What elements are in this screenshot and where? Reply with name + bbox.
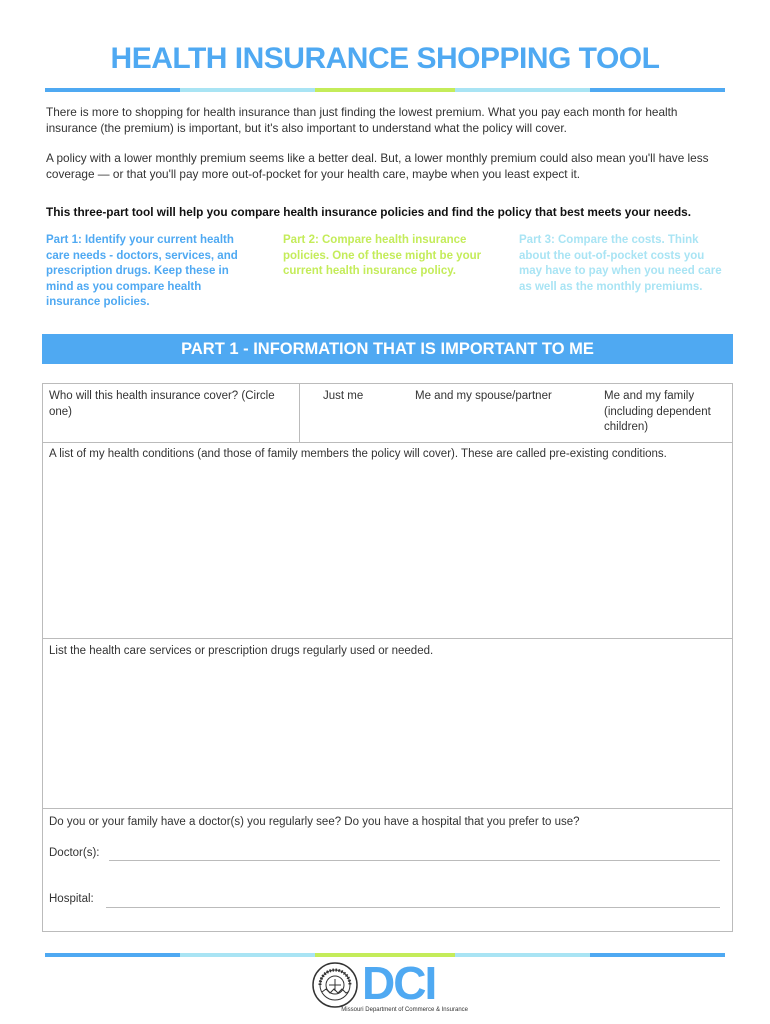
coverage-question: Who will this health insurance cover? (Circle one) [49, 390, 275, 418]
option-just-me[interactable]: Just me [323, 390, 364, 402]
hospital-label: Hospital: [49, 893, 94, 905]
hospital-input-line[interactable] [106, 907, 720, 908]
doctor-question: Do you or your family have a doctor(s) you regularly see? Do you have a hospital that you prefer to use? [49, 816, 580, 828]
row-divider [43, 442, 732, 443]
intro-paragraph-1: There is more to shopping for health insurance than just finding the lowest premium. What you pay each month for health insurance (the premium) is important, but it's also important to understand what the policy will cover. [46, 105, 678, 135]
intro-paragraph-2: A policy with a lower monthly premium seems like a better deal. But, a lower monthly premium could also mean you'll have less coverage — or that you'll pay more out-of-pocket for your health care, maybe when you least expect it. [46, 151, 709, 181]
services-input-area[interactable] [43, 661, 732, 808]
top-rule-blue-left [45, 88, 180, 92]
part-1-description: Part 1: Identify your current health care needs - doctors, services, and prescription drugs. Keep these in mind as you compare health insurance policies. [46, 234, 238, 308]
bottom-rule-blue-left [45, 953, 180, 957]
top-rule-cyan-right [455, 88, 590, 92]
option-family[interactable]: Me and my family (including dependent children) [604, 390, 711, 433]
row-divider [43, 808, 732, 809]
doctor-label: Doctor(s): [49, 847, 100, 859]
section-banner: PART 1 - INFORMATION THAT IS IMPORTANT TO ME [42, 334, 733, 364]
column-divider [299, 384, 300, 442]
conditions-input-area[interactable] [43, 464, 732, 638]
row-divider [43, 638, 732, 639]
option-spouse-partner[interactable]: Me and my spouse/partner [415, 390, 552, 402]
top-rule-blue-right [590, 88, 725, 92]
missouri-seal-icon [312, 962, 358, 1008]
dci-logo: DCI [362, 957, 436, 1009]
footer-organization: Missouri Department of Commerce & Insurance [341, 1007, 468, 1013]
information-form [42, 383, 733, 932]
top-rule-cyan-left [180, 88, 315, 92]
bottom-rule-cyan-right [455, 953, 590, 957]
conditions-label: A list of my health conditions (and those of family members the policy will cover). These are called pre-existing conditions. [49, 448, 667, 460]
part-3-description: Part 3: Compare the costs. Think about the out-of-pocket costs you may have to pay when you need care as well as the monthly premiums. [519, 234, 722, 293]
services-label: List the health care services or prescription drugs regularly used or needed. [49, 645, 434, 657]
top-rule-green [315, 88, 455, 92]
part-2-description: Part 2: Compare health insurance policies. One of these might be your current health insurance policy. [283, 234, 482, 277]
bottom-rule-cyan-left [180, 953, 315, 957]
bottom-rule-blue-right [590, 953, 725, 957]
doctor-input-line[interactable] [109, 860, 720, 861]
tool-description: This three-part tool will help you compare health insurance policies and find the policy that best meets your needs. [46, 205, 692, 219]
page-title: HEALTH INSURANCE SHOPPING TOOL [110, 42, 660, 75]
